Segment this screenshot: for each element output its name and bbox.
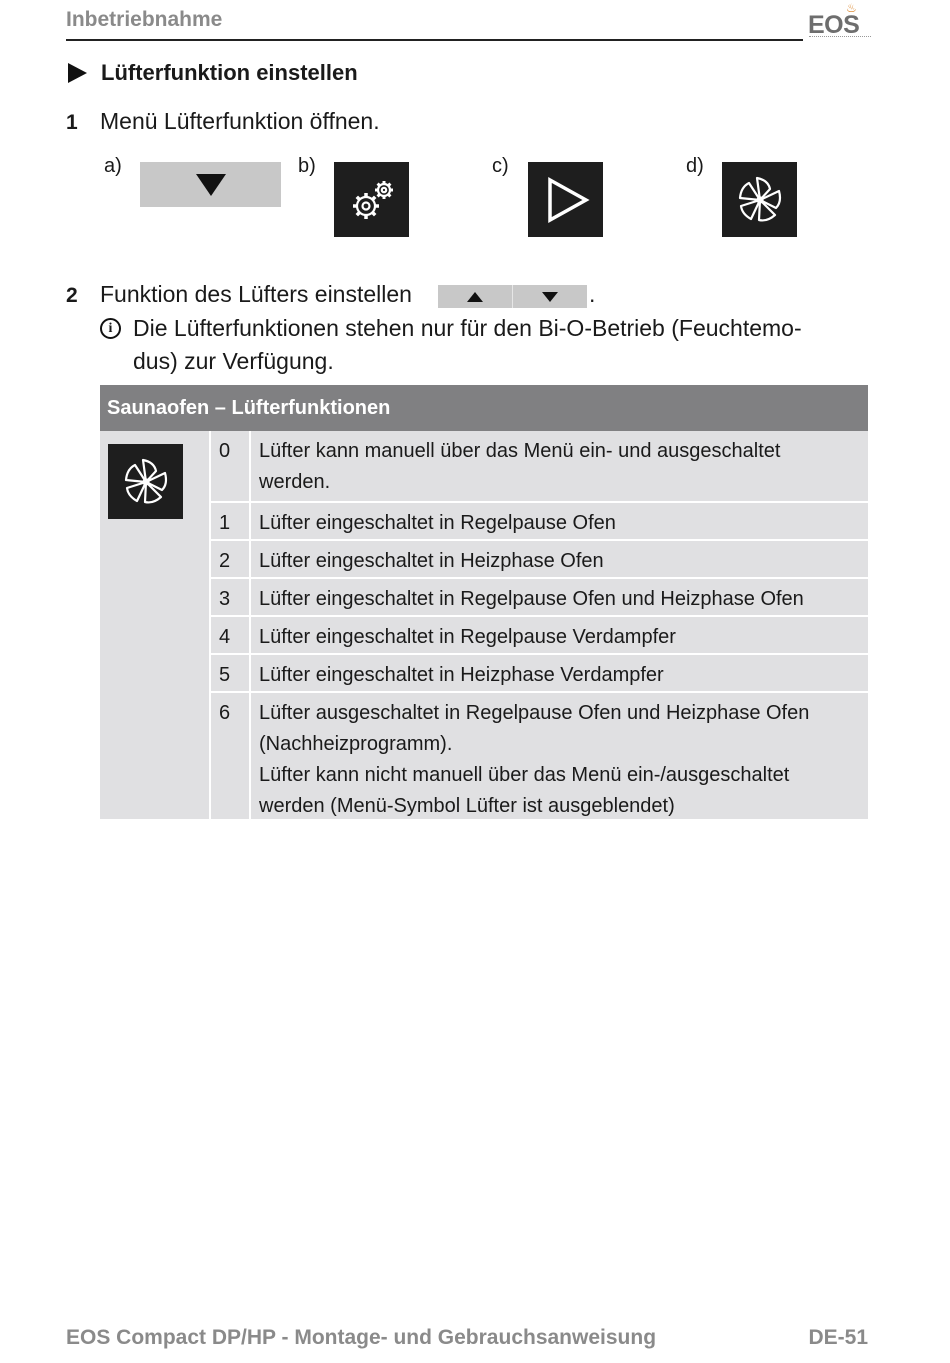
step-text: Funktion des Lüfters einstellen <box>100 281 412 307</box>
down-arrow-icon <box>196 174 226 196</box>
row-line: Lüfter kann manuell über das Menü ein- und ausgeschaltet <box>259 440 781 462</box>
play-arrow-icon <box>68 63 87 83</box>
step-text: Menü Lüfterfunktion öffnen. <box>100 108 380 134</box>
row-line: Lüfter eingeschaltet in Regelpause Ofen und Heizphase Ofen <box>259 588 804 610</box>
up-down-buttons <box>438 285 587 308</box>
up-arrow-icon <box>467 292 483 302</box>
row-number: 5 <box>211 655 251 691</box>
row-line: Lüfter eingeschaltet in Regelpause Ofen <box>259 512 616 534</box>
row-line: werden (Menü-Symbol Lüfter ist ausgeblendet) <box>259 795 675 817</box>
option-label-d: d) <box>686 155 704 177</box>
table-row <box>211 615 868 653</box>
footer-title: EOS Compact DP/HP - Montage- und Gebrauchsanweisung <box>66 1326 657 1349</box>
row-text <box>259 698 869 822</box>
table-row <box>211 501 868 539</box>
row-line: (Nachheizprogramm). <box>259 733 453 755</box>
row-number: 3 <box>211 579 251 615</box>
up-button <box>438 285 512 308</box>
table-body <box>100 431 868 819</box>
row-text <box>259 622 869 653</box>
row-text <box>259 508 869 539</box>
eos-logo <box>806 2 872 42</box>
header-divider <box>66 39 803 41</box>
section-heading <box>66 60 358 86</box>
play-outline-icon <box>528 162 603 237</box>
row-text <box>259 660 869 691</box>
down-arrow-icon <box>542 292 558 302</box>
note-line-1: Die Lüfterfunktionen stehen nur für den Bi-O-Betrieb (Feuchtemo- <box>133 315 802 341</box>
row-line: Lüfter eingeschaltet in Heizphase Ofen <box>259 550 604 572</box>
row-number: 2 <box>211 541 251 577</box>
table-row <box>211 691 868 819</box>
row-number: 1 <box>211 503 251 539</box>
info-icon: i <box>100 318 121 339</box>
table-row <box>211 431 868 501</box>
logo-tagline-line <box>809 36 871 38</box>
row-line: Lüfter kann nicht manuell über das Menü ein-/ausgeschaltet <box>259 764 790 786</box>
row-text <box>259 584 869 615</box>
option-label-b: b) <box>298 155 316 177</box>
down-button <box>512 285 587 308</box>
step-number: 2 <box>66 284 78 307</box>
step-number: 1 <box>66 111 78 134</box>
page-header-title: Inbetriebnahme <box>66 8 223 31</box>
row-text <box>259 546 869 577</box>
table-row <box>211 539 868 577</box>
table-row <box>211 577 868 615</box>
fan-icon <box>722 162 797 237</box>
row-line: Lüfter eingeschaltet in Regelpause Verdampfer <box>259 626 676 648</box>
option-label-a: a) <box>104 155 122 177</box>
table-icon-cell <box>100 431 211 819</box>
gears-icon <box>334 162 409 237</box>
note-line-2: dus) zur Verfügung. <box>133 348 334 374</box>
table-row <box>211 653 868 691</box>
fan-functions-table <box>100 385 868 819</box>
row-text <box>259 436 869 498</box>
step-2-period: . <box>589 281 596 307</box>
row-line: werden. <box>259 471 331 493</box>
logo-text: EOS <box>808 11 860 39</box>
row-number: 6 <box>211 693 251 819</box>
row-line: Lüfter eingeschaltet in Heizphase Verdampfer <box>259 664 664 686</box>
footer-page-number: DE-51 <box>808 1326 868 1349</box>
row-number: 4 <box>211 617 251 653</box>
down-arrow-button <box>140 162 281 207</box>
option-label-c: c) <box>492 155 509 177</box>
fan-icon <box>108 444 183 519</box>
row-number: 0 <box>211 431 251 501</box>
flame-icon: ♨ <box>846 1 857 15</box>
table-title: Saunaofen – Lüfterfunktionen <box>100 385 868 431</box>
section-heading-text: Lüfterfunktion einstellen <box>101 60 358 85</box>
row-line: Lüfter ausgeschaltet in Regelpause Ofen und Heizphase Ofen <box>259 702 810 724</box>
